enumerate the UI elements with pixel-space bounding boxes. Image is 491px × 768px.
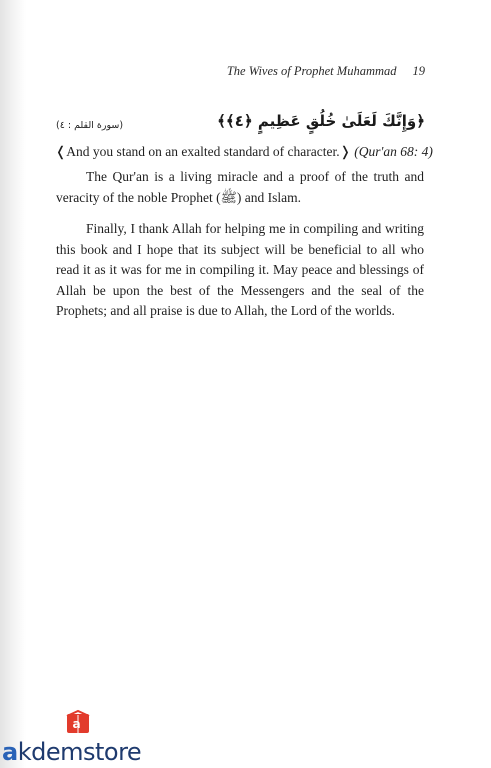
- paragraph: The Qur'an is a living miracle and a proof of the truth and veracity of the noble Prophet (ﷺ) and Islam.: [56, 169, 424, 205]
- brand-first-letter: a: [2, 738, 18, 766]
- surah-reference: (سورة القلم : ٤): [56, 120, 124, 131]
- page-binding-shadow: [0, 0, 26, 768]
- page-number: 19: [412, 64, 425, 78]
- verse-translation: [55, 143, 431, 161]
- quran-verse-block: [56, 112, 425, 138]
- running-header: [227, 64, 425, 79]
- paragraph: Finally, I thank Allah for helping me in compiling and writing this book and I hope that its subject will be beneficial to all who read it as it was for me in compiling it. May peace and blessings of Allah be upon the best of the Messengers and the seal of the Prophets; and all praise is due to Allah, the Lord of the worlds.: [56, 221, 424, 318]
- akdemstore-watermark-logo: [2, 708, 162, 766]
- logo-mark-letter: a: [72, 717, 81, 731]
- arabic-verse-text: ﴿وَإِنَّكَ لَعَلَىٰ خُلُقٍ عَظِيمٍ ﴿٤﴾﴾: [217, 112, 425, 130]
- book-cart-icon: [64, 708, 92, 736]
- brand-name: [2, 738, 141, 766]
- body-text: [56, 167, 424, 322]
- book-title: The Wives of Prophet Muhammad: [226, 64, 397, 78]
- verse-citation: (Qur'an 68: 4): [354, 144, 433, 159]
- brand-rest: kdemstore: [17, 738, 142, 766]
- translation-text: ❬And you stand on an exalted standard of character.❭: [55, 144, 351, 159]
